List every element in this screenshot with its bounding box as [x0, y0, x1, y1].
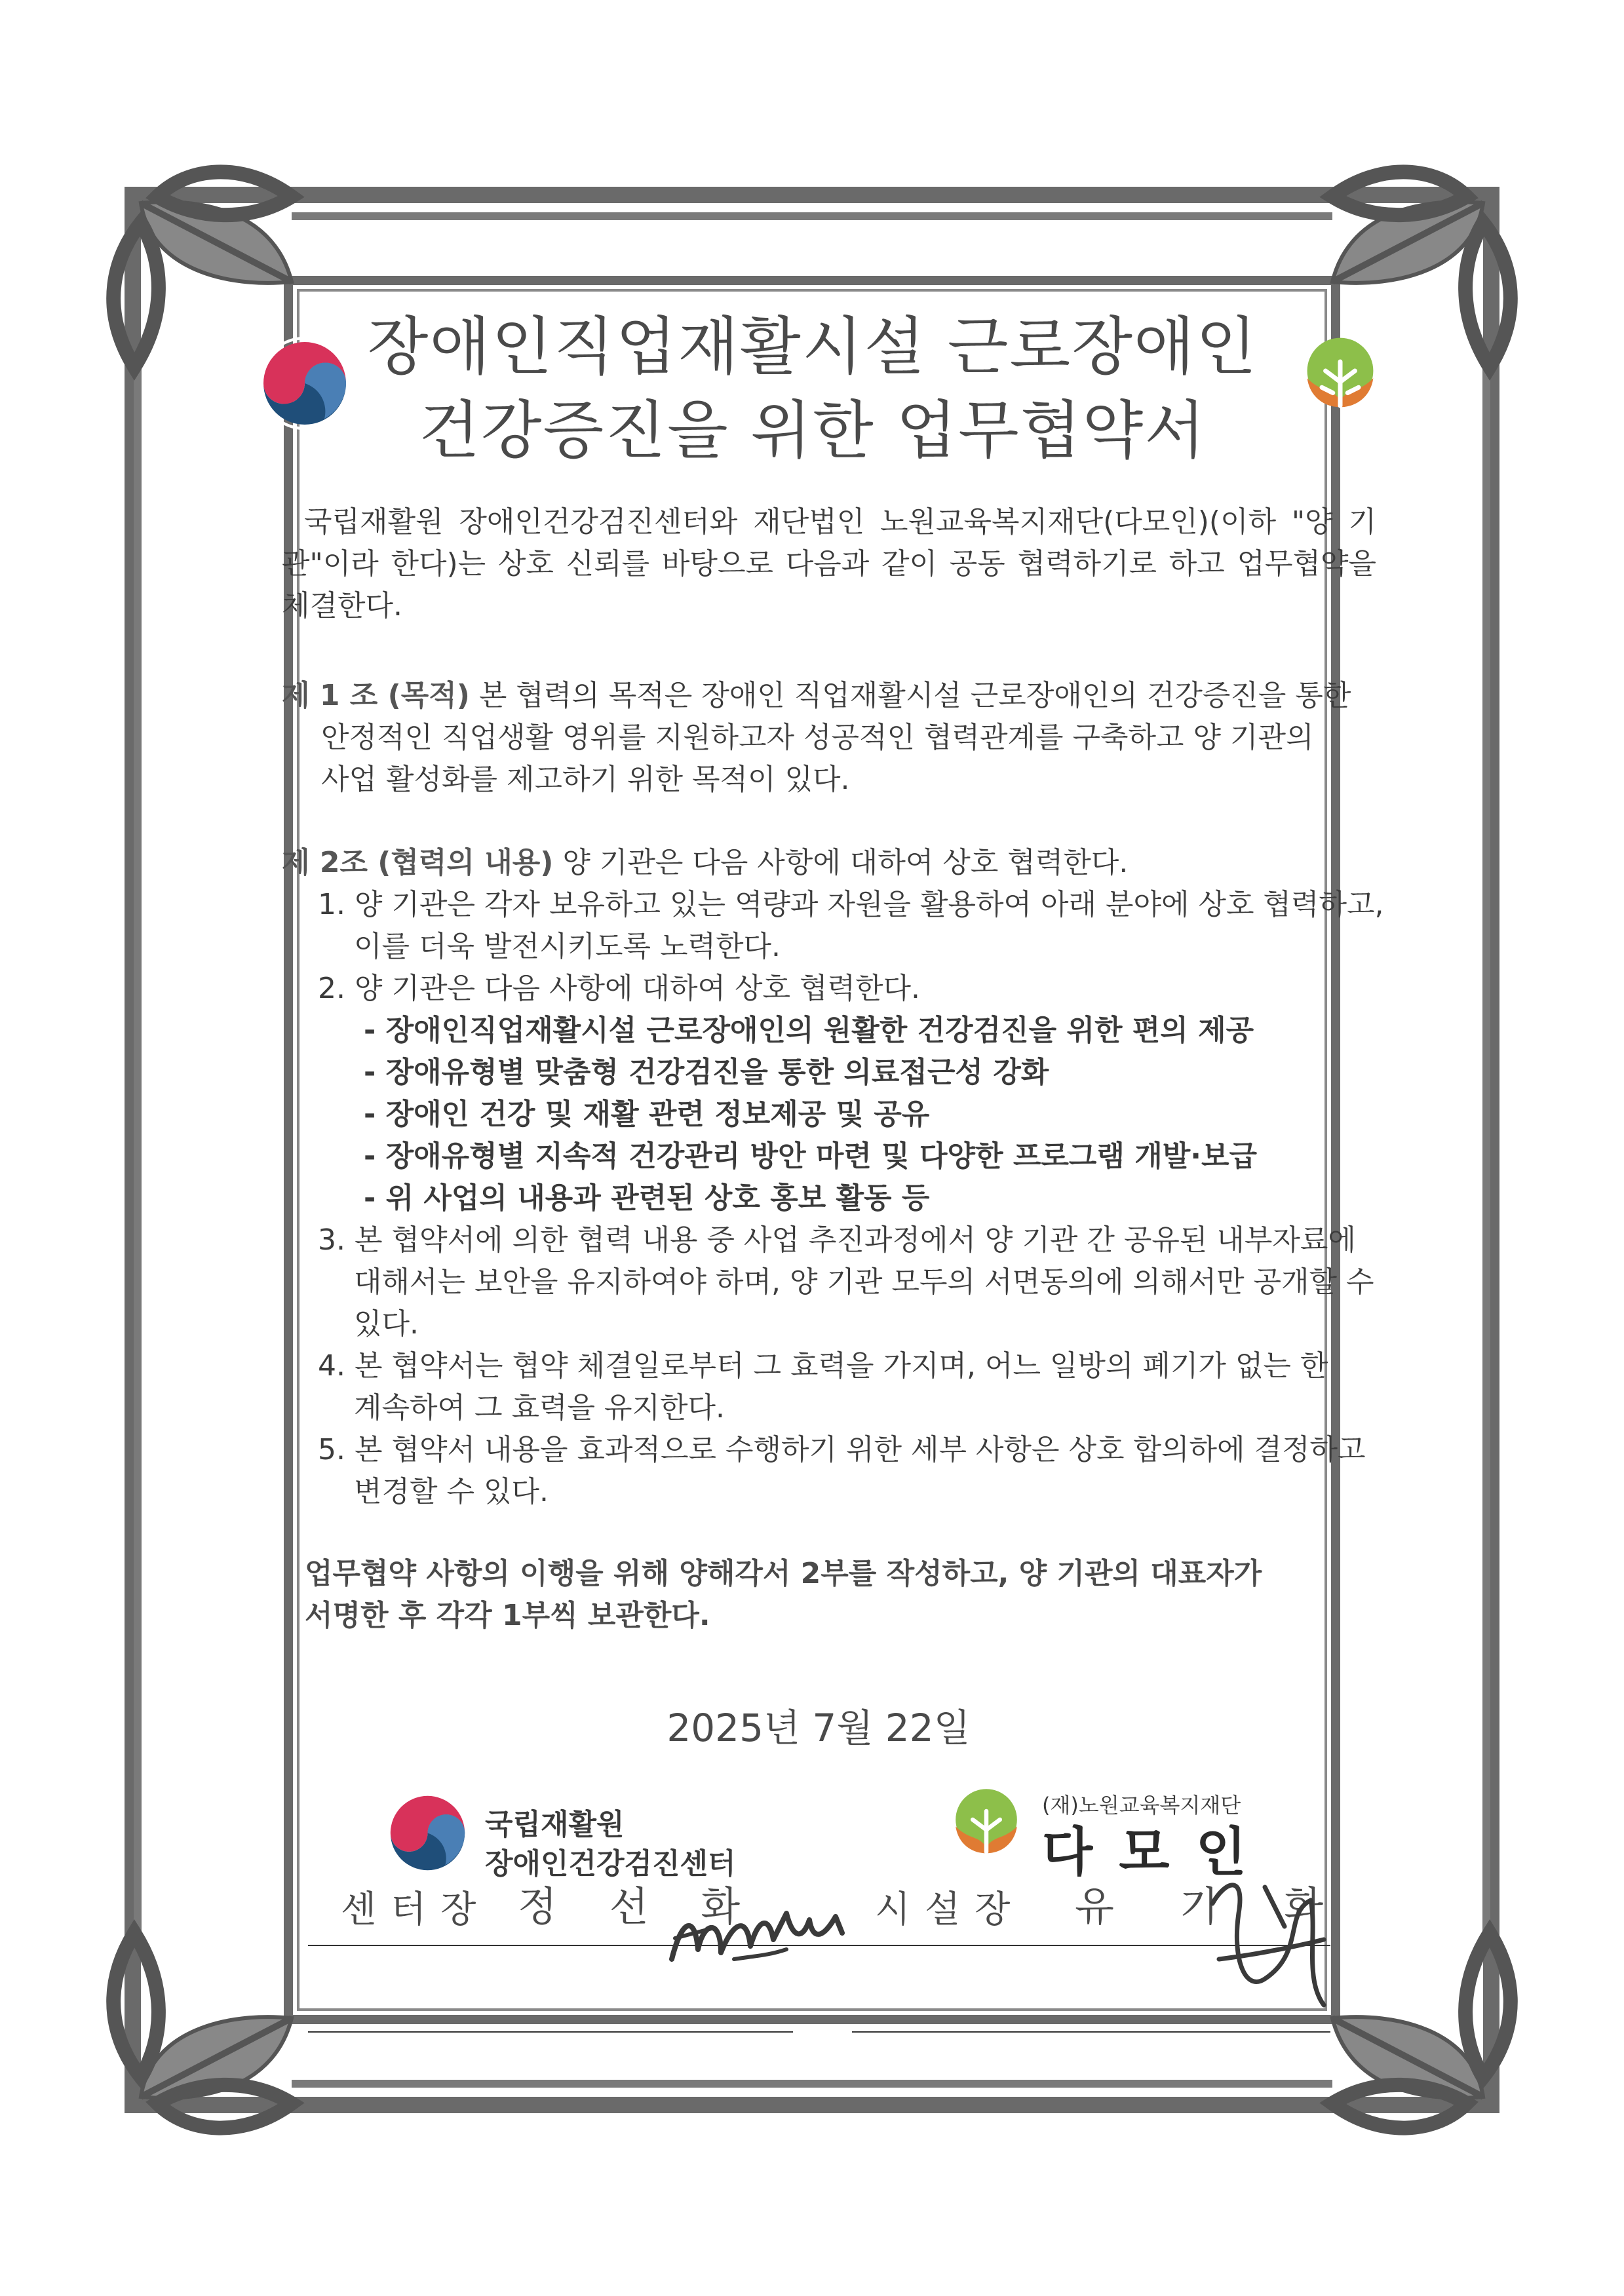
damoin-brand: 다모인: [1042, 1822, 1273, 1883]
intro-paragraph: [282, 501, 1376, 627]
cooperation-bullet: - 장애유형별 맞춤형 건강검진을 통한 의료접근성 강화: [364, 1056, 1049, 1089]
damoin-logo-icon: [944, 1786, 1029, 1871]
signature-line-right-2: [852, 2031, 1330, 2033]
article-2-item-2: 2. 양 기관은 다음 사항에 대하여 상호 협력한다.: [318, 972, 920, 1005]
article-2-item-1-cont: 이를 더욱 발전시키도록 노력한다.: [354, 930, 781, 963]
title-line-2: 건강증진을 위한 업무협약서: [419, 394, 1207, 467]
title-line-1: 장애인직업재활시설 근로장애인: [367, 310, 1258, 383]
cooperation-bullet: - 장애인 건강 및 재활 관련 정보제공 및 공유: [364, 1098, 930, 1131]
damoin-foundation-logo: [1294, 334, 1386, 426]
cooperation-bullet: - 장애인직업재활시설 근로장애인의 원활한 건강검진을 위한 편의 제공: [364, 1014, 1254, 1047]
sign-left-name: 정 선 화: [518, 1883, 760, 1930]
article-2-item-5-cont: 변경할 수 있다.: [354, 1475, 549, 1508]
org-left-name-1: 국립재활원: [485, 1808, 625, 1841]
article-2: [282, 842, 1389, 1513]
org-left-name-2: 장애인건강검진센터: [485, 1847, 736, 1881]
article-2-item-4: 4. 본 협약서는 협약 체결일로부터 그 효력을 가지며, 어느 일방의 폐기가 없는 한: [318, 1349, 1328, 1383]
closing-line-1: 업무협약 사항의 이행을 위해 양해각서 2부를 작성하고, 양 기관의 대표자가: [305, 1557, 1262, 1590]
page-title: [354, 305, 1271, 472]
cooperation-bullet: - 위 사업의 내용과 관련된 상호 홍보 활동 등: [364, 1181, 930, 1215]
sign-right-name: 유 기 화: [1075, 1883, 1350, 1930]
article-2-item-3-cont: 있다.: [354, 1307, 419, 1341]
article-2-item-3-cont: 대해서는 보안을 유지하여야 하며, 양 기관 모두의 서면동의에 의해서만 공개할 수: [354, 1265, 1374, 1299]
article-2-item-3: 3. 본 협약서에 의한 협력 내용 중 사업 추진과정에서 양 기관 간 공유된 내부자료에: [318, 1223, 1356, 1257]
article-1: [282, 675, 1389, 801]
article-1-heading: 제 1 조 (목적): [282, 679, 470, 712]
sign-left-role: 센터장: [341, 1888, 491, 1931]
closing-statement: [305, 1553, 1386, 1637]
org-right-name: (재)노원교육복지재단: [1042, 1793, 1241, 1818]
sign-right-role: 시설장: [875, 1888, 1025, 1931]
article-1-text-line-3: 사업 활성화를 제고하기 위한 목적이 있다.: [321, 763, 850, 796]
article-2-lead: 양 기관은 다음 사항에 대하여 상호 협력한다.: [562, 846, 1129, 879]
intro-text: 국립재활원 장애인건강검진센터와 재단법인 노원교육복지재단(다모인)(이하 "양 기관"이라 한다)는 상호 신뢰를 바탕으로 다음과 같이 공동 협력하기로 하고 업무협약을 체결한다.: [282, 505, 1376, 622]
article-1-text: 본 협력의 목적은 장애인 직업재활시설 근로장애인의 건강증진을 통한: [478, 679, 1351, 712]
org-left: [383, 1789, 750, 1881]
agreement-date: 2025년 7월 22일: [667, 1706, 971, 1750]
signature-line-left-2: [308, 2031, 793, 2033]
article-2-item-4-cont: 계속하여 그 효력을 유지한다.: [354, 1391, 725, 1425]
taegeuk-logo-icon: [383, 1789, 472, 1877]
cooperation-bullet: - 장애유형별 지속적 건강관리 방안 마련 및 다양한 프로그램 개발·보급: [364, 1139, 1257, 1173]
taegeuk-government-logo: [256, 334, 354, 432]
article-2-item-1: 1. 양 기관은 각자 보유하고 있는 역량과 자원을 활용하여 아래 분야에 상호 협력하고,: [318, 888, 1384, 921]
article-2-item-5: 5. 본 협약서 내용을 효과적으로 수행하기 위한 세부 사항은 상호 합의하에 결정하고: [318, 1433, 1366, 1466]
org-right: [944, 1782, 1311, 1881]
article-2-heading: 제 2조 (협력의 내용): [282, 846, 554, 879]
signature-line-left: [308, 1945, 852, 1946]
signature-line-right: [852, 1945, 1330, 1946]
closing-line-2: 서명한 후 각각 1부씩 보관한다.: [305, 1599, 710, 1632]
article-1-text-line-2: 안정적인 직업생활 영위를 지원하고자 성공적인 협력관계를 구축하고 양 기관의: [321, 721, 1314, 754]
